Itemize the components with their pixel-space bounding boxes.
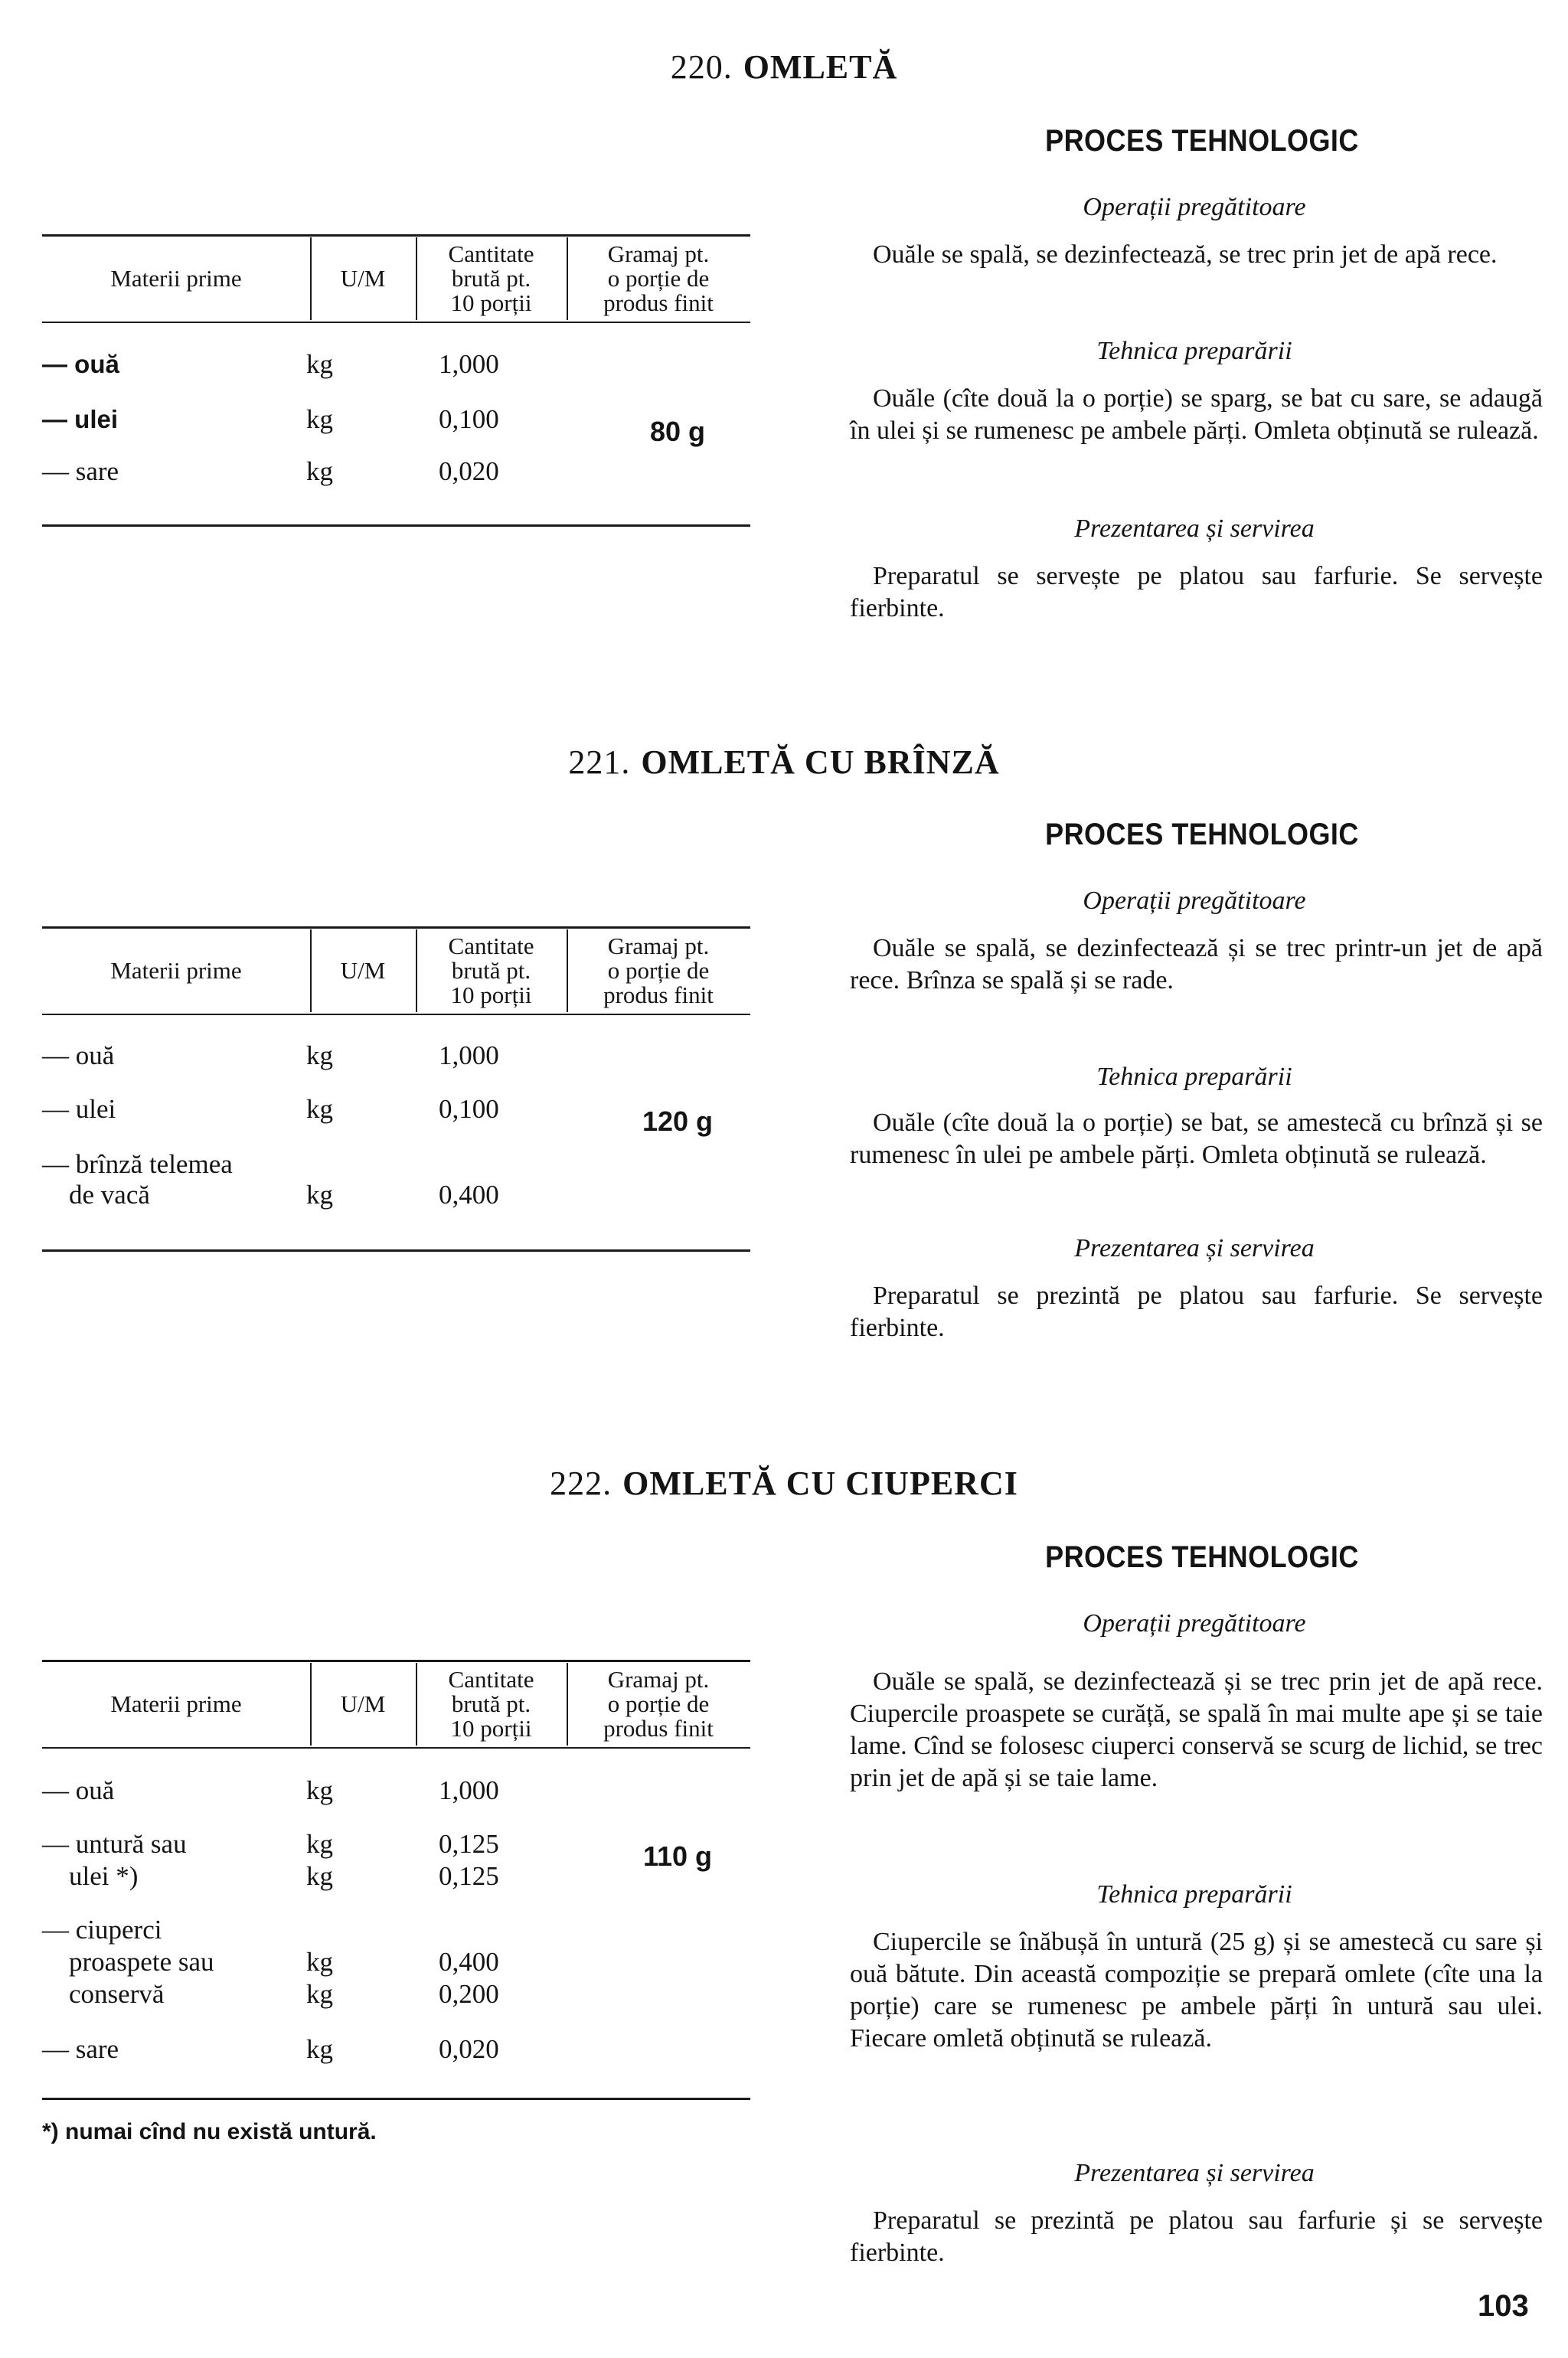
- table-row-qty: 1,000: [439, 1040, 499, 1070]
- table-row-ingredient: — brînză telemea: [42, 1149, 233, 1179]
- header-line: Gramaj pt.: [607, 1666, 710, 1693]
- serve-text: Preparatul se prezintă pe platou sau farfurie. Se servește fierbinte.: [850, 1282, 1543, 1342]
- table-row-um: kg: [306, 349, 333, 379]
- table-row-ingredient: — ouă: [42, 1775, 115, 1805]
- header-line: o porție de: [607, 265, 710, 292]
- header-cantitate: [416, 934, 567, 1008]
- recipe-title: [0, 1464, 1568, 1503]
- table-row-um: kg: [306, 1040, 333, 1070]
- header-line: brută pt.: [451, 1690, 531, 1717]
- recipe-number: 220.: [670, 48, 733, 86]
- prep-text: Ouăle se spală, se dezinfectează și se trec printr-un jet de apă rece. Brînza se spală și se rade.: [850, 934, 1543, 994]
- table-row-qty: 0,020: [439, 2034, 499, 2064]
- table-row-qty: 0,400: [439, 1947, 499, 1977]
- gramaj-value: 80 g: [649, 416, 706, 447]
- header-materii: Materii prime: [110, 1690, 242, 1717]
- table-row-ingredient: — sare: [42, 2034, 119, 2064]
- section-tech-heading: Tehnica preparării: [1096, 1063, 1292, 1091]
- table-row-qty: 0,400: [439, 1180, 499, 1210]
- table-top-rule: [42, 926, 750, 929]
- header-gramaj: [567, 934, 750, 1008]
- table-row-ingredient: ulei *): [42, 1861, 139, 1891]
- section-prep-heading: Operații pregătitoare: [1083, 887, 1306, 915]
- table-row-um: kg: [306, 1979, 333, 2009]
- table-row-um: kg: [306, 1775, 333, 1805]
- recipe-title: [0, 47, 1568, 87]
- table-bottom-rule: [42, 524, 750, 527]
- header-gramaj: [567, 1667, 750, 1741]
- footnote: *) numai cînd nu există untură.: [42, 2119, 377, 2144]
- header-rule: [42, 1747, 750, 1749]
- header-materii: Materii prime: [110, 957, 242, 984]
- table-row-qty: 0,020: [439, 456, 499, 486]
- section-serve-heading: Prezentarea și servirea: [1074, 1234, 1315, 1262]
- gramaj-value: 110 g: [642, 1840, 713, 1872]
- header-materii: Materii prime: [110, 265, 242, 292]
- tech-text: Ciupercile se înăbușă în untură (25 g) și se amestecă cu sare și ouă bătute. Din această compoziție se prepară omlete (cîte una la porție) care se rumenesc pe ambele părți în untură sau ulei. Fiecare omletă obținută se rulează.: [850, 1928, 1543, 2053]
- table-bottom-rule: [42, 2098, 750, 2100]
- recipe-number: 221.: [568, 743, 631, 781]
- table-row-qty: 0,200: [439, 1979, 499, 2009]
- table-row-qty: 0,100: [439, 404, 499, 434]
- header-line: produs finit: [603, 289, 714, 316]
- table-bottom-rule: [42, 1249, 750, 1252]
- table-row-um: kg: [306, 456, 333, 486]
- table-row-ingredient: — ulei: [42, 405, 119, 433]
- header-line: 10 porții: [450, 981, 532, 1008]
- table-row-qty: 0,100: [439, 1094, 499, 1124]
- table-row-um: kg: [306, 1947, 333, 1977]
- table-row-qty: 1,000: [439, 349, 499, 379]
- header-rule: [42, 1014, 750, 1015]
- table-row-um: kg: [306, 2034, 333, 2064]
- serve-text: Preparatul se prezintă pe platou sau farfurie și se servește fierbinte.: [850, 2206, 1543, 2267]
- header-line: produs finit: [603, 1715, 714, 1742]
- table-row-qty: 1,000: [439, 1775, 499, 1805]
- table-top-rule: [42, 1660, 750, 1662]
- recipe-title: [0, 743, 1568, 782]
- prep-text: Ouăle se spală, se dezinfectează și se trec prin jet de apă rece. Ciupercile proaspete se curăță, se spală în mai multe ape și se taie lame. Cînd se folosesc ciuperci conservă se scurg de lichid, se trec prin jet de apă și se taie lame.: [850, 1667, 1543, 1792]
- tech-text: Ouăle (cîte două la o porție) se bat, se amestecă cu brînză și se rumenesc în ulei pe ambele părți. Omleta obținută se rulează.: [850, 1109, 1543, 1169]
- header-line: 10 porții: [450, 289, 532, 316]
- table-row-ingredient: — ouă: [42, 350, 119, 378]
- table-row-ingredient: conservă: [42, 1979, 165, 2009]
- header-line: 10 porții: [450, 1715, 532, 1742]
- table-row-qty: 0,125: [439, 1829, 499, 1859]
- header-line: brută pt.: [451, 957, 531, 984]
- header-rule: [42, 322, 750, 323]
- recipe-name: OMLETĂ: [743, 48, 898, 86]
- table-row-ingredient: de vacă: [42, 1180, 150, 1210]
- header-line: Cantitate: [448, 1666, 534, 1693]
- header-line: Gramaj pt.: [607, 240, 710, 267]
- table-row-um: kg: [306, 1094, 333, 1124]
- table-row-um: kg: [306, 404, 333, 434]
- header-line: brută pt.: [451, 265, 531, 292]
- table-row-qty: 0,125: [439, 1861, 499, 1891]
- table-row-um: kg: [306, 1861, 333, 1891]
- process-heading: PROCES TEHNOLOGIC: [1045, 1540, 1359, 1574]
- section-prep-heading: Operații pregătitoare: [1083, 193, 1306, 221]
- section-serve-heading: Prezentarea și servirea: [1074, 514, 1315, 543]
- section-tech-heading: Tehnica preparării: [1096, 1880, 1292, 1909]
- header-um: U/M: [340, 1690, 386, 1717]
- header-line: o porție de: [607, 1690, 710, 1717]
- table-row-ingredient: — ciuperci: [42, 1915, 162, 1945]
- header-line: produs finit: [603, 981, 714, 1008]
- table-row-um: kg: [306, 1180, 333, 1210]
- header-cantitate: [416, 242, 567, 315]
- header-line: Cantitate: [448, 932, 534, 959]
- process-heading: PROCES TEHNOLOGIC: [1045, 124, 1359, 158]
- header-um: U/M: [340, 957, 386, 984]
- table-row-ingredient: — ulei: [42, 1094, 116, 1124]
- header-line: Gramaj pt.: [607, 932, 710, 959]
- header-cantitate: [416, 1667, 567, 1741]
- table-row-ingredient: — sare: [42, 456, 119, 486]
- section-serve-heading: Prezentarea și servirea: [1074, 2159, 1315, 2187]
- page-number: 103: [1478, 2289, 1529, 2323]
- prep-text: Ouăle se spală, se dezinfectează, se trec prin jet de apă rece.: [873, 240, 1498, 269]
- header-um: U/M: [340, 265, 386, 292]
- recipe-name: OMLETĂ CU CIUPERCI: [622, 1465, 1018, 1502]
- section-prep-heading: Operații pregătitoare: [1083, 1609, 1306, 1638]
- table-row-ingredient: proaspete sau: [42, 1947, 214, 1977]
- header-line: o porție de: [607, 957, 710, 984]
- header-line: Cantitate: [448, 240, 534, 267]
- table-row-ingredient: — ouă: [42, 1040, 115, 1070]
- table-row-ingredient: — untură sau: [42, 1829, 187, 1859]
- recipe-name: OMLETĂ CU BRÎNZĂ: [641, 743, 1000, 781]
- table-row-um: kg: [306, 1829, 333, 1859]
- recipe-number: 222.: [550, 1465, 612, 1502]
- gramaj-value: 120 g: [642, 1106, 714, 1137]
- section-tech-heading: Tehnica preparării: [1096, 337, 1292, 365]
- serve-text: Preparatul se servește pe platou sau farfurie. Se servește fierbinte.: [850, 562, 1543, 622]
- process-heading: PROCES TEHNOLOGIC: [1045, 818, 1359, 851]
- header-gramaj: [567, 242, 750, 315]
- table-top-rule: [42, 234, 750, 237]
- tech-text: Ouăle (cîte două la o porție) se sparg, se bat cu sare, se adaugă în ulei și se rumenesc pe ambele părți. Omleta obținută se rulează.: [850, 384, 1543, 445]
